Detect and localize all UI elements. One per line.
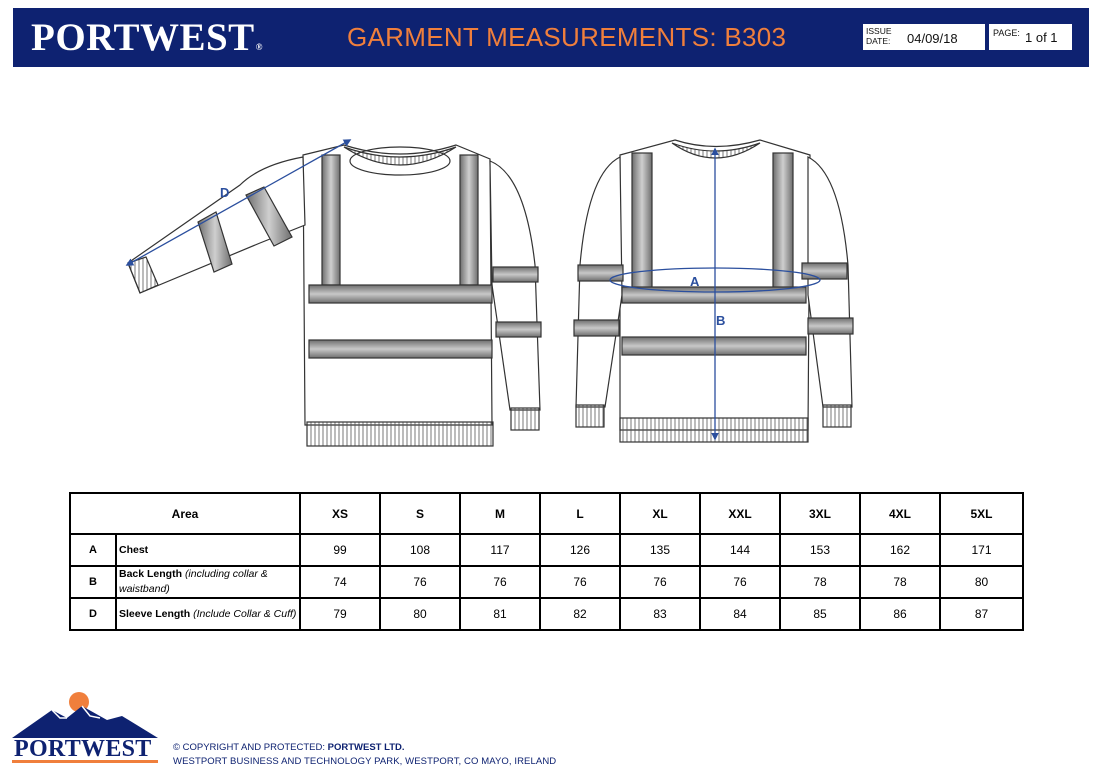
- row-area-note: (Include Collar & Cuff): [193, 607, 297, 620]
- table-cell: 144: [700, 534, 780, 566]
- issue-date-label: ISSUE DATE:: [866, 26, 892, 46]
- row-area: [116, 534, 300, 566]
- size-header: S: [380, 493, 460, 534]
- table-cell: 76: [460, 566, 540, 598]
- size-header: M: [460, 493, 540, 534]
- table-cell: 76: [620, 566, 700, 598]
- table-cell: 78: [780, 566, 860, 598]
- brand-logo: [31, 18, 263, 67]
- row-code: A: [70, 534, 116, 566]
- table-row: [70, 598, 1023, 630]
- registered-mark: ®: [255, 42, 263, 52]
- table-cell: 135: [620, 534, 700, 566]
- table-cell: 153: [780, 534, 860, 566]
- table-cell: 82: [540, 598, 620, 630]
- row-area-name: Sleeve Length: [119, 607, 191, 620]
- table-row: [70, 534, 1023, 566]
- size-header: XS: [300, 493, 380, 534]
- page-box: [988, 23, 1073, 51]
- back-view: [574, 140, 853, 442]
- row-code: D: [70, 598, 116, 630]
- footer-brand: PORTWEST: [14, 736, 152, 762]
- size-header: XXL: [700, 493, 780, 534]
- copyright-prefix: © COPYRIGHT AND PROTECTED:: [173, 742, 328, 753]
- table-cell: 108: [380, 534, 460, 566]
- document-title: GARMENT MEASUREMENTS: B303: [347, 22, 787, 52]
- table-cell: 80: [940, 566, 1023, 598]
- size-header: XL: [620, 493, 700, 534]
- table-cell: 126: [540, 534, 620, 566]
- row-code: B: [70, 566, 116, 598]
- table-cell: 76: [540, 566, 620, 598]
- size-header: 3XL: [780, 493, 860, 534]
- row-area: [116, 598, 300, 630]
- table-cell: 117: [460, 534, 540, 566]
- table-header-row: [70, 493, 1023, 534]
- table-cell: 86: [860, 598, 940, 630]
- size-header: L: [540, 493, 620, 534]
- table-cell: 76: [380, 566, 460, 598]
- table-cell: 85: [780, 598, 860, 630]
- header-banner: [13, 8, 1089, 67]
- garment-drawing: [110, 125, 870, 455]
- table-cell: 84: [700, 598, 780, 630]
- table-cell: 162: [860, 534, 940, 566]
- row-area-name: Back Length: [119, 568, 183, 580]
- label-a: A: [690, 274, 700, 289]
- label-d: D: [220, 185, 230, 200]
- brand-name: PORTWEST: [31, 16, 255, 59]
- table-cell: 78: [860, 566, 940, 598]
- table-row: [70, 566, 1023, 598]
- label-b: B: [716, 313, 726, 328]
- issue-date-value: 04/09/18: [907, 31, 958, 46]
- table-cell: 87: [940, 598, 1023, 630]
- table-cell: 80: [380, 598, 460, 630]
- table-cell: 74: [300, 566, 380, 598]
- row-area: [116, 566, 300, 598]
- page-label: PAGE:: [993, 28, 1020, 38]
- row-area-note: (including collar & waistband): [119, 568, 268, 595]
- page-value: 1 of 1: [1025, 30, 1058, 45]
- issue-date-box: [862, 23, 986, 51]
- table-cell: 83: [620, 598, 700, 630]
- size-header: 4XL: [860, 493, 940, 534]
- table-cell: 81: [460, 598, 540, 630]
- table-cell: 99: [300, 534, 380, 566]
- table-cell: 76: [700, 566, 780, 598]
- address-line: WESTPORT BUSINESS AND TECHNOLOGY PARK, WESTPORT, CO MAYO, IRELAND: [173, 756, 557, 767]
- size-table: [69, 492, 1024, 631]
- table-cell: 79: [300, 598, 380, 630]
- copyright-company: PORTWEST LTD.: [327, 742, 405, 753]
- size-header: 5XL: [940, 493, 1023, 534]
- row-area-name: Chest: [119, 543, 149, 556]
- front-view: [128, 145, 541, 446]
- area-header: Area: [70, 493, 300, 534]
- copyright-line: [173, 742, 405, 753]
- table-cell: 171: [940, 534, 1023, 566]
